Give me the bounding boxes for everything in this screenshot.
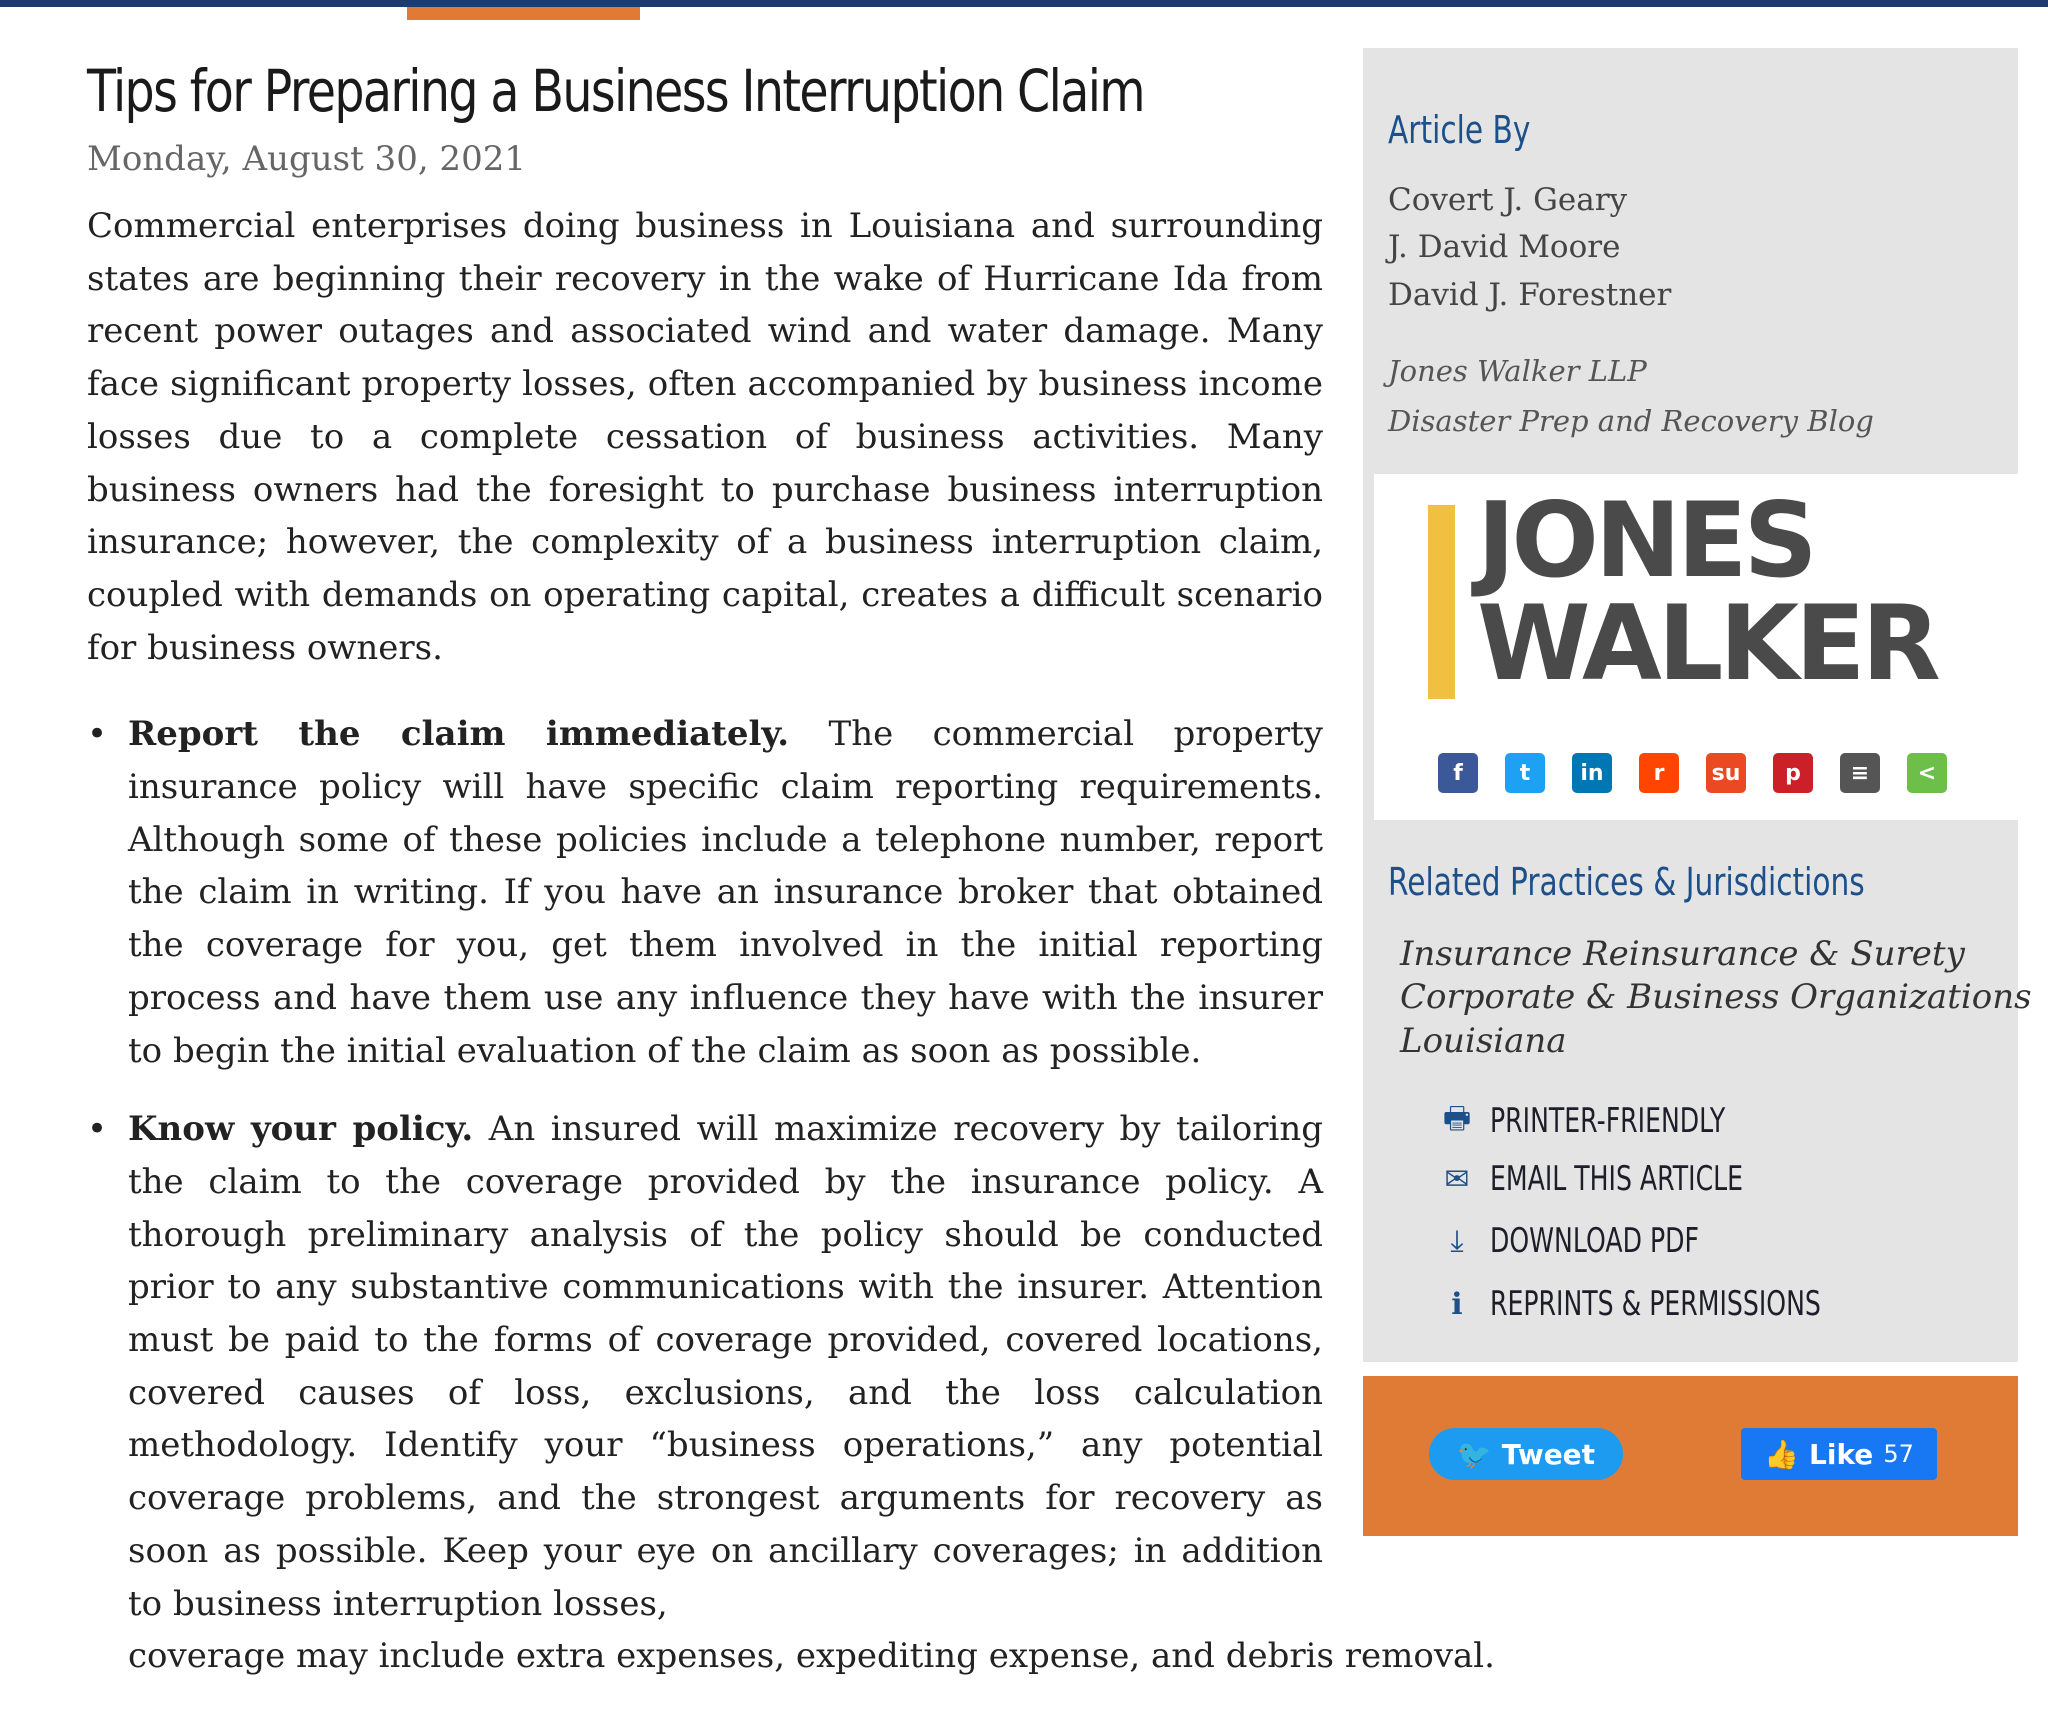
practice-link[interactable]: Insurance Reinsurance & Surety <box>1400 934 1965 974</box>
share-buttons <box>1438 753 1947 793</box>
tip-item <box>87 1103 1495 1683</box>
tip-body: An insured will maximize recovery by tailoring the claim to the coverage provided by the insurance policy. A thorough preliminary analysis of the policy should be conducted prior to any substantive communications with the insurer. Attention must be paid to the forms of coverage provided, covered locations, covered causes of loss, exclusions, and the loss calculation methodology. Identify your “business operations,” any potential coverage problems, and the strongest arguments for recovery as soon as possible. Keep your eye on ancillary coverages; in addition to business interruption losses, <box>128 1109 1323 1624</box>
twitter-bird-icon: 🐦 <box>1456 1437 1492 1471</box>
printer-friendly-link[interactable] <box>1440 1101 1808 1141</box>
author-link[interactable]: J. David Moore <box>1388 229 1621 265</box>
download-icon: ⤓ <box>1450 1223 1464 1259</box>
tweet-button[interactable] <box>1429 1428 1623 1480</box>
social-bar <box>1363 1376 2018 1536</box>
bullet: • <box>87 1109 108 1150</box>
facebook-icon[interactable]: f <box>1438 753 1478 793</box>
info-icon: ℹ <box>1451 1286 1463 1322</box>
tool-label: PRINTER-FRIENDLY <box>1490 1101 1726 1141</box>
active-nav-indicator <box>407 7 640 20</box>
sidebar <box>1363 48 2032 1362</box>
tip-item <box>87 708 1323 1077</box>
share-icon[interactable]: < <box>1907 753 1947 793</box>
like-button[interactable] <box>1741 1428 1937 1480</box>
bullet: • <box>87 714 108 755</box>
like-label: Like <box>1809 1437 1874 1471</box>
like-count: 57 <box>1883 1440 1914 1468</box>
tool-label: DOWNLOAD PDF <box>1490 1221 1699 1261</box>
download-pdf-link[interactable] <box>1440 1221 1772 1261</box>
tip-heading: Report the claim immediately. <box>128 714 790 755</box>
twitter-icon[interactable]: t <box>1505 753 1545 793</box>
practice-link[interactable]: Corporate & Business Organizations <box>1400 977 2032 1017</box>
practice-link[interactable]: Louisiana <box>1400 1021 1567 1061</box>
pinterest-icon[interactable]: p <box>1773 753 1813 793</box>
blog-link[interactable]: Disaster Prep and Recovery Blog <box>1388 404 1874 438</box>
reprints-permissions-link[interactable] <box>1440 1284 1937 1324</box>
tip-body-last-line: coverage may include extra expenses, expediting expense, and debris removal. <box>128 1636 1495 1677</box>
firm-link[interactable]: Jones Walker LLP <box>1388 354 1647 388</box>
tweet-label: Tweet <box>1501 1437 1596 1471</box>
firm-logo[interactable] <box>1374 474 2018 820</box>
logo-bar <box>1428 505 1455 699</box>
printer-icon: 🖶 <box>1442 1100 1472 1136</box>
tip-heading: Know your policy. <box>128 1109 474 1150</box>
tool-label: REPRINTS & PERMISSIONS <box>1490 1284 1821 1324</box>
author-link[interactable]: Covert J. Geary <box>1388 182 1628 218</box>
top-navigation-bar <box>0 0 2048 7</box>
envelope-icon: ✉ <box>1444 1161 1470 1197</box>
tool-label: EMAIL THIS ARTICLE <box>1490 1159 1744 1199</box>
related-practices-heading: Related Practices & Jurisdictions <box>1388 860 1865 904</box>
linkedin-icon[interactable]: in <box>1572 753 1612 793</box>
article-date: Monday, August 30, 2021 <box>87 139 526 179</box>
thumbs-up-icon: 👍 <box>1764 1437 1799 1471</box>
stumbleupon-icon[interactable]: su <box>1706 753 1746 793</box>
article-intro: Commercial enterprises doing business in Louisiana and surrounding states are beginning their recovery in the wake of Hurricane Ida from recent power outages and associated wind and water damage. Many face significant property losses, often accompanied by business income losses due to a complete cessation of business activities. Many business owners had the foresight to purchase business interruption insurance; however, the complexity of a business interruption claim, coupled with demands on operating capital, creates a difficult scenario for business owners. <box>87 206 1323 668</box>
email-article-link[interactable] <box>1440 1159 1832 1199</box>
reddit-icon[interactable]: r <box>1639 753 1679 793</box>
tip-body: The commercial property insurance policy will have specific claim reporting requirements. Although some of these policies include a telephone number, report the claim in writing. If you have an insurance broker that obtained the coverage for you, get them involved in the initial reporting process and have them use any influence they have with the insurer to begin the initial evaluation of the claim as soon as possible. <box>128 714 1323 1071</box>
article-title: Tips for Preparing a Business Interruption Claim <box>87 57 1144 125</box>
logo-wordmark: JONES WALKER <box>1477 481 1937 704</box>
buffer-icon[interactable]: ≡ <box>1840 753 1880 793</box>
article-by-heading: Article By <box>1388 108 1531 152</box>
author-link[interactable]: David J. Forestner <box>1388 277 1672 313</box>
